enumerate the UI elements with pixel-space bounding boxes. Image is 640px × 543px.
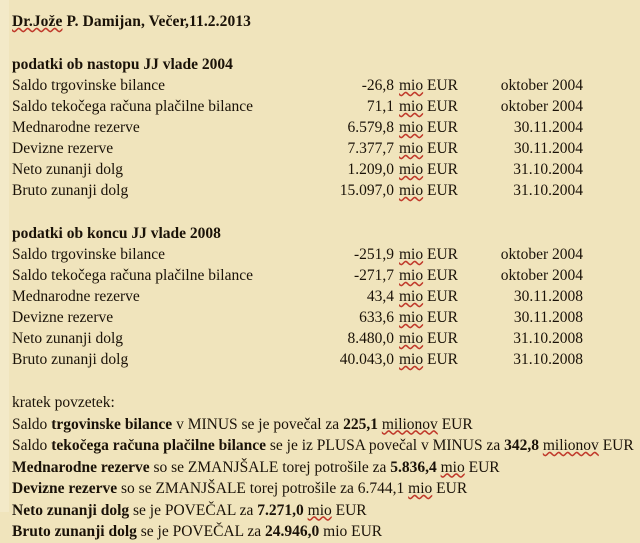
unit-misspelled: milionov [381,415,438,433]
row-value: -26,8 [361,77,394,94]
row-value: 6.579,8 [347,119,394,136]
row-unit: mio EUR [399,330,458,347]
row-label: Devizne rezerve [12,140,114,157]
row-unit: mio EUR [399,77,458,94]
text-part: so se ZMANJŠALE torej potrošile za [149,458,391,476]
text-part: v MINUS se je povečal za [172,415,344,433]
unit-mio-misspelled: mio [399,267,424,284]
text-bold: Devizne rezerve [12,480,118,497]
text-part: Saldo [12,437,52,454]
text-bold: Neto zunanji dolg [12,501,130,519]
row-unit: mio EUR [399,288,458,305]
section-heading-2004: podatki ob nastopu JJ vlade 2004 [12,56,233,73]
row-unit: mio EUR [399,309,458,326]
spacer [12,370,640,392]
author-name-misspelled: Dr.Jože [12,13,63,30]
row-value: 1.209,0 [347,161,394,178]
row-value: -251,9 [353,246,394,263]
row-date: oktober 2004 [500,267,583,284]
row-value: 40.043,0 [339,351,394,368]
table-row [12,117,583,138]
summary-line [12,521,640,543]
row-unit: mio EUR [399,161,458,178]
spacer [12,201,640,223]
summary-line [12,478,640,500]
text-part: se je POVEČAL za [136,523,266,540]
row-date: oktober 2004 [500,246,583,263]
row-label: Bruto zunanji dolg [12,351,129,368]
text-part: EUR [598,437,634,454]
row-label: Neto zunanji dolg [12,161,124,178]
text-bold: Bruto zunanji dolg [12,523,137,540]
unit-mio-misspelled: mio [399,98,424,115]
unit-mio-misspelled: mio [399,161,424,178]
summary-line [12,457,640,479]
row-date: 31.10.2004 [513,161,583,178]
table-row [12,159,583,180]
row-unit: mio EUR [399,351,458,368]
unit-mio-misspelled: mio [399,77,424,94]
row-label: Mednarodne rezerve [12,119,140,136]
row-unit: mio EUR [399,98,458,115]
text-bold-amount: 225,1 [343,415,378,433]
row-value: 71,1 [366,98,394,115]
text-bold: tekočega računa plačilne bilance [51,437,267,454]
table-row [12,244,583,265]
row-label: Saldo tekočega računa plačilne bilance [12,267,253,284]
row-unit: mio EUR [399,119,458,136]
text-part: EUR [331,501,367,519]
unit-mio-misspelled: mio [399,309,424,326]
row-unit: mio EUR [399,140,458,157]
text-bold-amount: 7.271,0 [257,501,304,519]
summary-line [12,500,640,522]
row-value: 7.377,7 [347,140,394,157]
text-part: se je iz PLUSA povečal v MINUS za [266,437,505,454]
unit-mio-misspelled: mio [399,182,424,199]
text-part: mio EUR [319,523,383,540]
unit-misspelled: mio [307,501,332,519]
row-value: -271,7 [353,267,394,284]
text-part: EUR [432,480,468,497]
row-date: oktober 2004 [500,77,583,94]
text-part: EUR [437,415,473,433]
unit-misspelled: mio [440,458,465,476]
data-table-2004 [12,75,583,201]
summary-line [12,435,640,457]
row-date: oktober 2004 [500,98,583,115]
document-byline [12,12,640,32]
text-bold-amount: 24.946,0 [265,523,320,540]
row-label: Bruto zunanji dolg [12,182,129,199]
row-date: 31.10.2004 [513,182,583,199]
byline-rest: P. Damijan, Večer,11.2.2013 [62,13,252,30]
row-date: 30.11.2008 [513,288,583,305]
row-unit: mio EUR [399,246,458,263]
unit-mio-misspelled: mio [399,119,424,136]
table-row [12,307,583,328]
row-label: Saldo tekočega računa plačilne bilance [12,98,253,115]
row-date: 31.10.2008 [513,330,583,347]
row-value: 8.480,0 [347,330,394,347]
row-date: 30.11.2004 [513,140,583,157]
unit-mio-misspelled: mio [399,140,424,157]
row-value: 15.097,0 [339,182,394,199]
unit-misspelled: mio [408,480,433,497]
spacer [12,32,640,54]
table-row [12,96,583,117]
text-part: so se ZMANJŠALE torej potrošile za 6.744,1 [117,480,409,497]
text-part: EUR [464,458,500,476]
unit-misspelled: milionov [542,437,599,454]
row-unit: mio EUR [399,267,458,284]
row-date: 30.11.2008 [513,309,583,326]
section-heading-2008: podatki ob koncu JJ vlade 2008 [12,225,221,242]
summary-block [12,392,640,543]
row-unit: mio EUR [399,182,458,199]
text-bold-amount: 5.836,4 [390,458,437,476]
row-value: 43,4 [366,288,394,305]
row-label: Mednarodne rezerve [12,288,140,305]
row-date: 30.11.2004 [513,119,583,136]
unit-mio-misspelled: mio [399,330,424,347]
table-row [12,180,583,201]
table-row [12,286,583,307]
text-bold: Mednarodne rezerve [12,458,150,476]
unit-mio-misspelled: mio [399,246,424,263]
table-row [12,349,583,370]
row-label: Saldo trgovinske bilance [12,77,165,94]
summary-line [12,414,640,436]
row-value: 633,6 [359,309,394,326]
summary-heading: kratek povzetek: [12,394,115,411]
table-row [12,328,583,349]
table-row [12,265,583,286]
row-date: 31.10.2008 [513,351,583,368]
text-bold-amount: 342,8 [504,437,539,454]
table-row [12,138,583,159]
table-row [12,75,583,96]
row-label: Devizne rezerve [12,309,114,326]
unit-mio-misspelled: mio [399,288,424,305]
unit-mio-misspelled: mio [399,351,424,368]
text-bold: trgovinske bilance [51,415,173,433]
data-table-2008 [12,244,583,370]
row-label: Saldo trgovinske bilance [12,246,165,263]
text-part: Saldo [12,415,52,433]
text-part: se je POVEČAL za [129,501,258,519]
row-label: Neto zunanji dolg [12,330,124,347]
